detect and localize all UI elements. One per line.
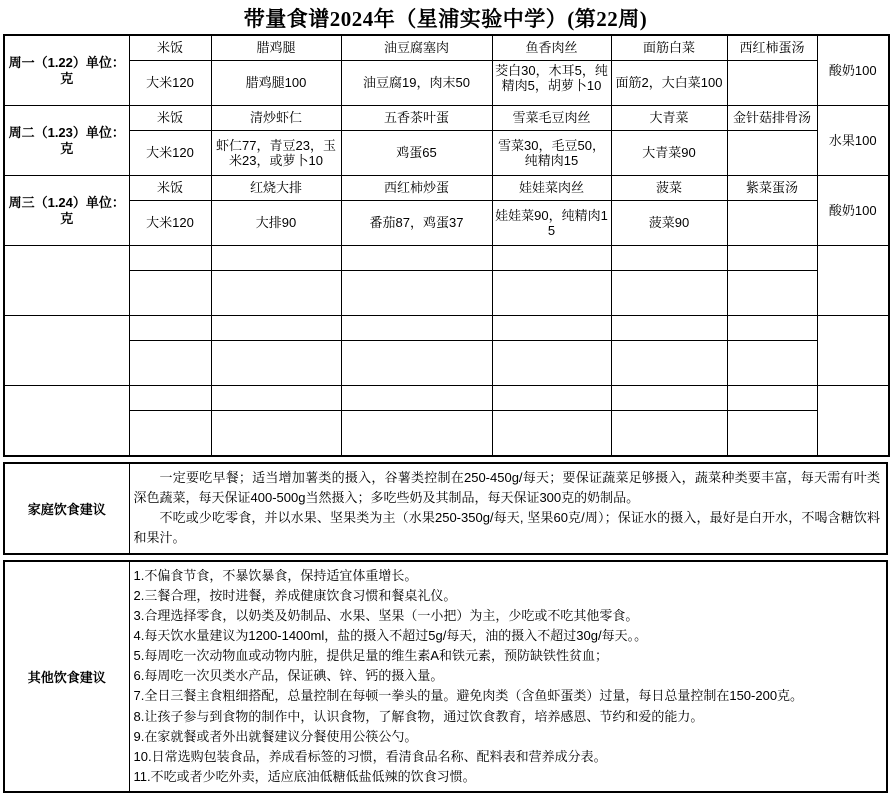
dish-amount-cell: 大米120 <box>129 201 211 246</box>
other-advice-item: 2.三餐合理，按时进餐，养成健康饮食习惯和餐桌礼仪。 <box>133 587 457 603</box>
dish-amount-cell <box>341 271 492 316</box>
dish-amount-cell <box>611 271 727 316</box>
menu-dish-row <box>4 316 889 341</box>
day-label-cell <box>4 316 129 386</box>
family-advice-body <box>129 463 887 554</box>
dish-amount-cell <box>492 271 611 316</box>
other-advice-item: 8.让孩子参与到食物的制作中，认识食物，了解食物，通过饮食教育，培养感恩、节约和爱的能力。 <box>133 708 704 724</box>
dish-name-cell <box>129 386 211 411</box>
dish-amount-cell: 大排90 <box>211 201 341 246</box>
other-advice-item: 10.日常选购包装食品，养成看标签的习惯，看清食品名称、配料表和营养成分表。 <box>133 748 607 764</box>
dish-name-cell: 米饭 <box>129 35 211 61</box>
dish-name-cell <box>727 316 817 341</box>
drink-cell: 酸奶100 <box>817 35 889 106</box>
other-advice-item: 9.在家就餐或者外出就餐建议分餐使用公筷公勺。 <box>133 728 418 744</box>
dish-name-cell <box>492 316 611 341</box>
menu-amount-row <box>4 131 889 176</box>
dish-amount-text: 茭白30，木耳5，纯精肉5，胡萝卜10 <box>495 63 608 94</box>
dish-amount-cell <box>492 341 611 386</box>
dish-amount-cell <box>211 271 341 316</box>
dish-name-cell <box>129 246 211 271</box>
menu-amount-row <box>4 201 889 246</box>
dish-amount-cell: 鸡蛋65 <box>341 131 492 176</box>
menu-dish-row <box>4 106 889 131</box>
dish-amount-cell <box>129 341 211 386</box>
dish-amount-cell <box>727 201 817 246</box>
dish-amount-cell <box>341 341 492 386</box>
menu-amount-row <box>4 411 889 457</box>
drink-cell: 酸奶100 <box>817 176 889 246</box>
dish-amount-cell: 番茄87，鸡蛋37 <box>341 201 492 246</box>
family-advice-table <box>3 462 888 555</box>
menu-dish-row <box>4 176 889 201</box>
dish-name-cell <box>341 386 492 411</box>
dish-name-cell <box>211 386 341 411</box>
dish-amount-cell: 雪菜30，毛豆50，纯精肉15 <box>492 131 611 176</box>
family-advice-paragraph: 一定要吃早餐；适当增加薯类的摄入，谷薯类控制在250-450g/每天；要保证蔬菜足够摄入，蔬菜种类要丰富，每天需有叶类深色蔬菜，每天保证400-500g当然摄入；多吃些奶及其制品，每天保证300克的奶制品。 <box>133 470 880 506</box>
dish-name-cell <box>492 386 611 411</box>
dish-amount-cell: 菠菜90 <box>611 201 727 246</box>
dish-amount-cell: 大米120 <box>129 61 211 106</box>
dish-amount-cell <box>727 411 817 457</box>
drink-cell: 水果100 <box>817 106 889 176</box>
dish-amount-cell: 腊鸡腿100 <box>211 61 341 106</box>
dish-name-cell: 菠菜 <box>611 176 727 201</box>
dish-name-cell: 米饭 <box>129 176 211 201</box>
dish-amount-cell: 面筋2，大白菜100 <box>611 61 727 106</box>
weekly-menu-table <box>3 34 890 457</box>
dish-amount-cell <box>727 271 817 316</box>
other-advice-item: 7.全日三餐主食粗细搭配，总量控制在每顿一拳头的量。避免肉类（含鱼虾蛋类）过量，每日总量控制在150-200克。 <box>133 688 804 704</box>
dish-name-cell: 西红柿蛋汤 <box>727 35 817 61</box>
dish-name-cell <box>341 246 492 271</box>
day-label-cell: 周一（1.22）单位：克 <box>4 35 129 106</box>
dish-amount-cell <box>727 61 817 106</box>
dish-name-cell: 腊鸡腿 <box>211 35 341 61</box>
dish-name-cell: 西红柿炒蛋 <box>341 176 492 201</box>
dish-name-cell <box>211 316 341 341</box>
dish-amount-cell <box>492 61 611 106</box>
dish-name-cell: 紫菜蛋汤 <box>727 176 817 201</box>
dish-name-cell <box>211 246 341 271</box>
other-advice-item: 6.每周吃一次贝类水产品，保证碘、锌、钙的摄入量。 <box>133 668 444 684</box>
day-label-cell <box>4 386 129 457</box>
dish-name-cell: 大青菜 <box>611 106 727 131</box>
title-bar <box>0 0 891 34</box>
dish-name-cell <box>129 316 211 341</box>
family-advice-paragraph: 不吃或少吃零食，并以水果、坚果类为主（水果250-350g/每天, 坚果60克/周）；保证水的摄入，最好是白开水，不喝含糖饮料和果汁。 <box>133 510 880 546</box>
dish-name-cell <box>611 316 727 341</box>
dish-amount-cell: 油豆腐19，肉末50 <box>341 61 492 106</box>
day-label-cell <box>4 246 129 316</box>
dish-name-cell: 清炒虾仁 <box>211 106 341 131</box>
dish-amount-cell <box>341 411 492 457</box>
drink-cell <box>817 246 889 316</box>
dish-name-cell <box>611 386 727 411</box>
drink-cell <box>817 316 889 386</box>
other-advice-item: 4.每天饮水量建议为1200-1400ml，盐的摄入不超过5g/每天，油的摄入不超过30g/每天。。 <box>133 627 648 643</box>
menu-dish-row <box>4 246 889 271</box>
other-advice-label: 其他饮食建议 <box>4 561 129 793</box>
page-title: 带量食谱2024年（星浦实验中学）(第22周) <box>243 7 648 31</box>
dish-amount-cell <box>611 411 727 457</box>
dish-name-cell <box>492 246 611 271</box>
menu-dish-row <box>4 35 889 61</box>
dish-amount-cell <box>727 341 817 386</box>
dish-name-cell: 雪菜毛豆肉丝 <box>492 106 611 131</box>
other-advice-item: 3.合理选择零食，以奶类及奶制品、水果、坚果（一小把）为主，少吃或不吃其他零食。 <box>133 607 639 623</box>
dish-amount-cell: 大米120 <box>129 131 211 176</box>
dish-name-cell: 米饭 <box>129 106 211 131</box>
dish-amount-cell <box>611 341 727 386</box>
dish-name-cell: 娃娃菜肉丝 <box>492 176 611 201</box>
dish-amount-cell: 娃娃菜90，纯精肉15 <box>492 201 611 246</box>
dish-amount-cell <box>492 411 611 457</box>
dish-amount-cell <box>211 411 341 457</box>
other-advice-item: 5.每周吃一次动物血或动物内脏，提供足量的维生素A和铁元素，预防缺铁性贫血； <box>133 648 609 664</box>
dish-name-cell <box>727 246 817 271</box>
dish-amount-cell: 大青菜90 <box>611 131 727 176</box>
drink-cell <box>817 386 889 457</box>
day-label-cell: 周二（1.23）单位：克 <box>4 106 129 176</box>
dish-name-cell <box>611 246 727 271</box>
dish-amount-cell: 虾仁77，青豆23，玉米23，或萝卜10 <box>211 131 341 176</box>
dish-name-cell: 五香茶叶蛋 <box>341 106 492 131</box>
other-advice-table <box>3 560 888 794</box>
dish-amount-cell <box>211 341 341 386</box>
menu-amount-row <box>4 61 889 106</box>
other-advice-body <box>129 561 887 793</box>
dish-amount-cell <box>129 411 211 457</box>
dish-name-cell <box>341 316 492 341</box>
dish-name-cell: 金针菇排骨汤 <box>727 106 817 131</box>
dish-name-cell: 鱼香肉丝 <box>492 35 611 61</box>
other-advice-item: 11.不吃或者少吃外卖，适应底油低糖低盐低辣的饮食习惯。 <box>133 768 476 784</box>
other-advice-item: 1.不偏食节食，不暴饮暴食，保持适宜体重增长。 <box>133 567 418 583</box>
menu-amount-row <box>4 271 889 316</box>
day-label-cell: 周三（1.24）单位：克 <box>4 176 129 246</box>
menu-dish-row <box>4 386 889 411</box>
family-advice-label: 家庭饮食建议 <box>4 463 129 554</box>
menu-amount-row <box>4 341 889 386</box>
dish-name-cell <box>727 386 817 411</box>
dish-amount-cell <box>727 131 817 176</box>
dish-amount-cell <box>129 271 211 316</box>
dish-name-cell: 油豆腐塞肉 <box>341 35 492 61</box>
dish-name-cell: 面筋白菜 <box>611 35 727 61</box>
dish-name-cell: 红烧大排 <box>211 176 341 201</box>
